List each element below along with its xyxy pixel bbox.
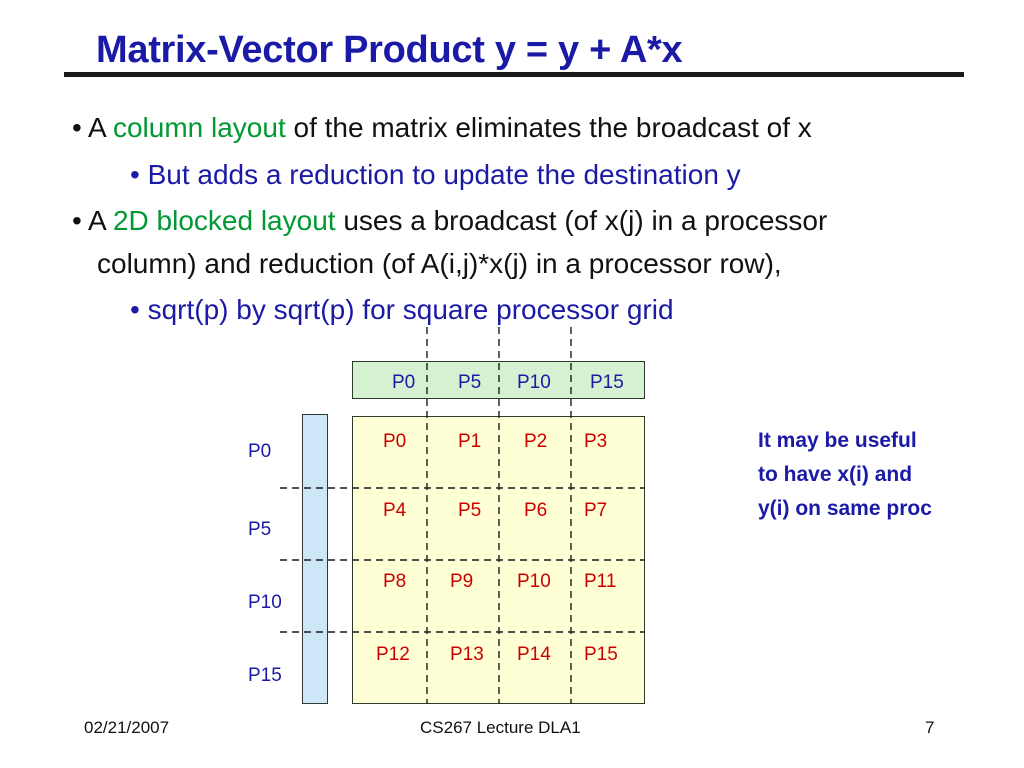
matrix-cell: P14 (517, 644, 551, 665)
footer-course: CS267 Lecture DLA1 (420, 718, 581, 737)
x-label-1: P5 (458, 372, 482, 393)
bullet-2d-continuation: column) and reduction (of A(i,j)*x(j) in a processor row), (97, 248, 782, 279)
x-label-0: P0 (392, 372, 416, 393)
footer-date: 02/21/2007 (84, 718, 170, 737)
highlight-column-layout: column layout (112, 112, 286, 143)
matrix-cell: P12 (376, 644, 410, 665)
side-note-line: to have x(i) and (758, 463, 913, 486)
y-label-1: P5 (248, 519, 272, 540)
x-label-2: P10 (517, 372, 551, 393)
matrix-cell: P1 (458, 431, 482, 452)
matrix-cell: P8 (383, 571, 407, 592)
bullet-text-prefix: A (88, 205, 113, 236)
matrix-cell: P4 (383, 500, 407, 521)
matrix-cell: P0 (383, 431, 407, 452)
bullet-dot: • (72, 112, 89, 143)
matrix-cell: P9 (450, 571, 474, 592)
matrix-cell: P11 (584, 571, 617, 592)
matrix-cell: P6 (524, 500, 548, 521)
x-label-3: P15 (590, 372, 624, 393)
y-label-0: P0 (248, 441, 272, 462)
side-note-line: It may be useful (758, 429, 917, 452)
matrix-cell: P7 (584, 500, 608, 521)
sub-bullet-text: sqrt(p) by sqrt(p) for square processor grid (147, 294, 674, 325)
matrix-cell: P3 (584, 431, 608, 452)
side-note-line: y(i) on same proc (758, 497, 932, 520)
matrix-cell: P2 (524, 431, 548, 452)
y-label-3: P15 (248, 665, 282, 686)
bullet-text-rest: of the matrix eliminates the broadcast of x (285, 112, 812, 143)
bullet-dot: • (72, 205, 89, 236)
bullet-dot: • (130, 159, 148, 190)
y-label-2: P10 (248, 592, 282, 613)
matrix-cell: P5 (458, 500, 482, 521)
bullet-text-rest: uses a broadcast (of x(j) in a processor (335, 205, 828, 236)
matrix-cell: P15 (584, 644, 618, 665)
side-note (758, 424, 1008, 526)
bullet-text-prefix: A (88, 112, 113, 143)
highlight-2d-blocked-layout: 2D blocked layout (112, 205, 336, 236)
bullet-dot: • (130, 294, 148, 325)
slide-title: Matrix-Vector Product y = y + A*x (96, 29, 683, 71)
footer-page-number: 7 (925, 718, 935, 737)
sub-bullet-text: But adds a reduction to update the destination y (147, 159, 741, 190)
matrix-cell: P13 (450, 644, 484, 665)
matrix-cell: P10 (517, 571, 551, 592)
